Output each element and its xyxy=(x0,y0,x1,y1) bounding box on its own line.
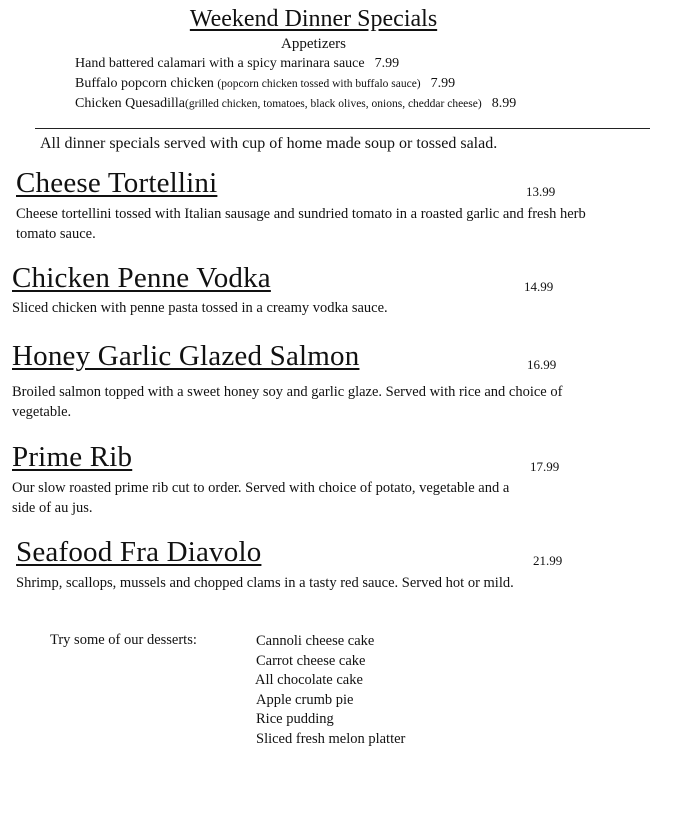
entree-price: 16.99 xyxy=(527,357,557,372)
desserts-label: Try some of our desserts: xyxy=(50,632,197,648)
entree-description: Shrimp, scallops, mussels and chopped clams in a tasty red sauce. Served hot or mild. xyxy=(16,575,514,591)
entree-name: Cheese Tortellini xyxy=(16,167,218,199)
entree-description: Our slow roasted prime rib cut to order. Served with choice of potato, vegetable and a side of au jus. xyxy=(12,480,510,516)
entree-price: 21.99 xyxy=(533,553,563,568)
appetizer-detail: (grilled chicken, tomatoes, black olives, onions, cheddar cheese) xyxy=(185,98,482,110)
entree-name: Honey Garlic Glazed Salmon xyxy=(12,340,360,372)
dinner-note: All dinner specials served with cup of home made soup or tossed salad. xyxy=(40,135,498,152)
dessert-item: All chocolate cake xyxy=(255,672,363,689)
entree-name: Seafood Fra Diavolo xyxy=(16,536,262,568)
appetizer-name: Hand battered calamari with a spicy marinara sauce xyxy=(75,56,365,71)
dessert-item: Carrot cheese cake xyxy=(256,652,366,669)
appetizer-name: Chicken Quesadilla xyxy=(75,96,186,111)
dessert-item: Rice pudding xyxy=(256,711,334,728)
appetizer-item xyxy=(75,96,516,112)
appetizer-item xyxy=(75,56,399,72)
entree-description: Broiled salmon topped with a sweet honey soy and garlic glaze. Served with rice and choice of vegetable. xyxy=(12,384,563,420)
dessert-list xyxy=(256,632,405,750)
page-title: Weekend Dinner Specials xyxy=(189,6,438,32)
entree-price: 17.99 xyxy=(530,459,560,474)
dessert-item: Sliced fresh melon platter xyxy=(256,730,406,747)
entree-name: Prime Rib xyxy=(12,441,133,473)
appetizer-price: 7.99 xyxy=(430,76,456,91)
entree-name: Chicken Penne Vodka xyxy=(12,262,271,294)
entree-description: Cheese tortellini tossed with Italian sausage and sundried tomato in a roasted garlic and fresh herb tomato sauce. xyxy=(16,206,586,242)
divider xyxy=(35,128,650,129)
entree-price: 13.99 xyxy=(526,184,556,199)
dessert-item: Cannoli cheese cake xyxy=(256,633,375,649)
appetizer-name: Buffalo popcorn chicken xyxy=(75,76,218,91)
appetizer-price: 7.99 xyxy=(374,56,400,71)
dessert-item: Apple crumb pie xyxy=(256,691,354,708)
appetizer-price: 8.99 xyxy=(491,96,517,111)
appetizer-detail: (popcorn chicken tossed with buffalo sauce) xyxy=(217,78,421,90)
entree-price: 14.99 xyxy=(524,279,554,294)
entree-description: Sliced chicken with penne pasta tossed in a creamy vodka sauce. xyxy=(12,300,388,316)
appetizer-item xyxy=(75,76,455,92)
appetizers-heading: Appetizers xyxy=(281,36,346,52)
